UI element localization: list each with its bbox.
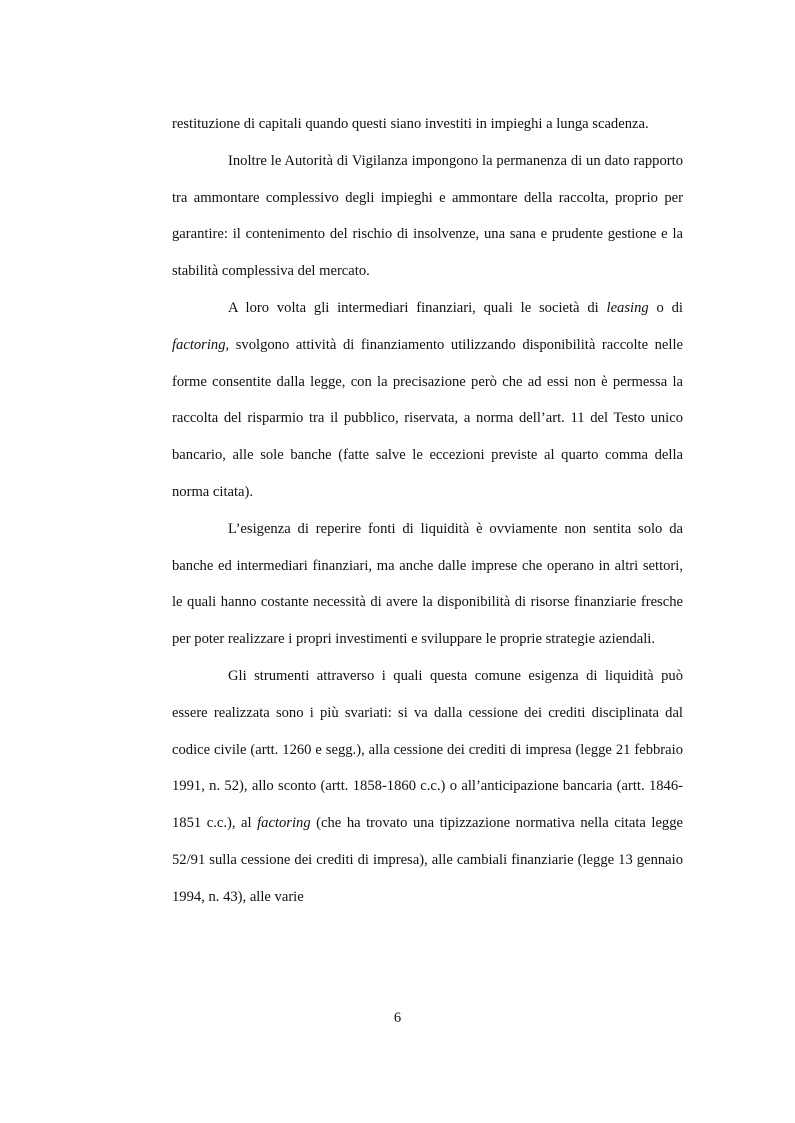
paragraph <box>172 511 683 658</box>
text-run: Gli strumenti attraverso i quali questa comune esigenza di liquidità può essere realizzata sono i più svariati: si va dalla cessione dei crediti disciplinata dal codice civile (artt. 1260 e segg.), alla cessione dei crediti di impresa (legge 21 febbraio 1991, n. 52), allo sconto (artt. 1858-1860 c.c.) o all’anticipazione bancaria (artt. 1846-1851 c.c.), al <box>172 667 683 832</box>
text-run: A loro volta gli intermediari finanziari, quali le società di <box>228 299 607 316</box>
paragraph <box>172 106 683 143</box>
text-run: o di <box>648 299 683 316</box>
italic-term: leasing <box>606 299 649 316</box>
paragraph <box>172 658 683 916</box>
paragraph <box>172 143 683 290</box>
text-run: , svolgono attività di finanziamento utilizzando disponibilità raccolte nelle forme consentite dalla legge, con la precisazione però che ad essi non è permessa la raccolta del risparmio tra il pubblico, riservata, a norma dell’art. 11 del Testo unico bancario, alle sole banche (fatte salve le eccezioni previste al quarto comma della norma citata). <box>172 336 683 500</box>
italic-term: factoring <box>172 336 226 353</box>
text-run: restituzione di capitali quando questi siano investiti in impieghi a lunga scadenza. <box>172 116 649 132</box>
body-text <box>172 106 683 916</box>
italic-term: factoring <box>257 815 311 832</box>
paragraph <box>172 290 683 511</box>
page-number: 6 <box>393 1010 402 1026</box>
text-run: (che ha trovato una tipizzazione normativa nella citata legge 52/91 sulla cessione dei crediti di impresa), alle cambiali finanziarie (legge 13 gennaio 1994, n. 43), alle varie <box>172 815 683 905</box>
text-run: Inoltre le Autorità di Vigilanza impongono la permanenza di un dato rapporto tra ammontare complessivo degli impieghi e ammontare della raccolta, proprio per garantire: il contenimento del rischio di insolvenze, una sana e prudente gestione e la stabilità complessiva del mercato. <box>172 152 683 280</box>
text-run: L’esigenza di reperire fonti di liquidità è ovviamente non sentita solo da banche ed intermediari finanziari, ma anche dalle imprese che operano in altri settori, le quali hanno costante necessità di avere la disponibilità di risorse finanziarie fresche per poter realizzare i propri investimenti e sviluppare le proprie strategie aziendali. <box>172 520 683 648</box>
